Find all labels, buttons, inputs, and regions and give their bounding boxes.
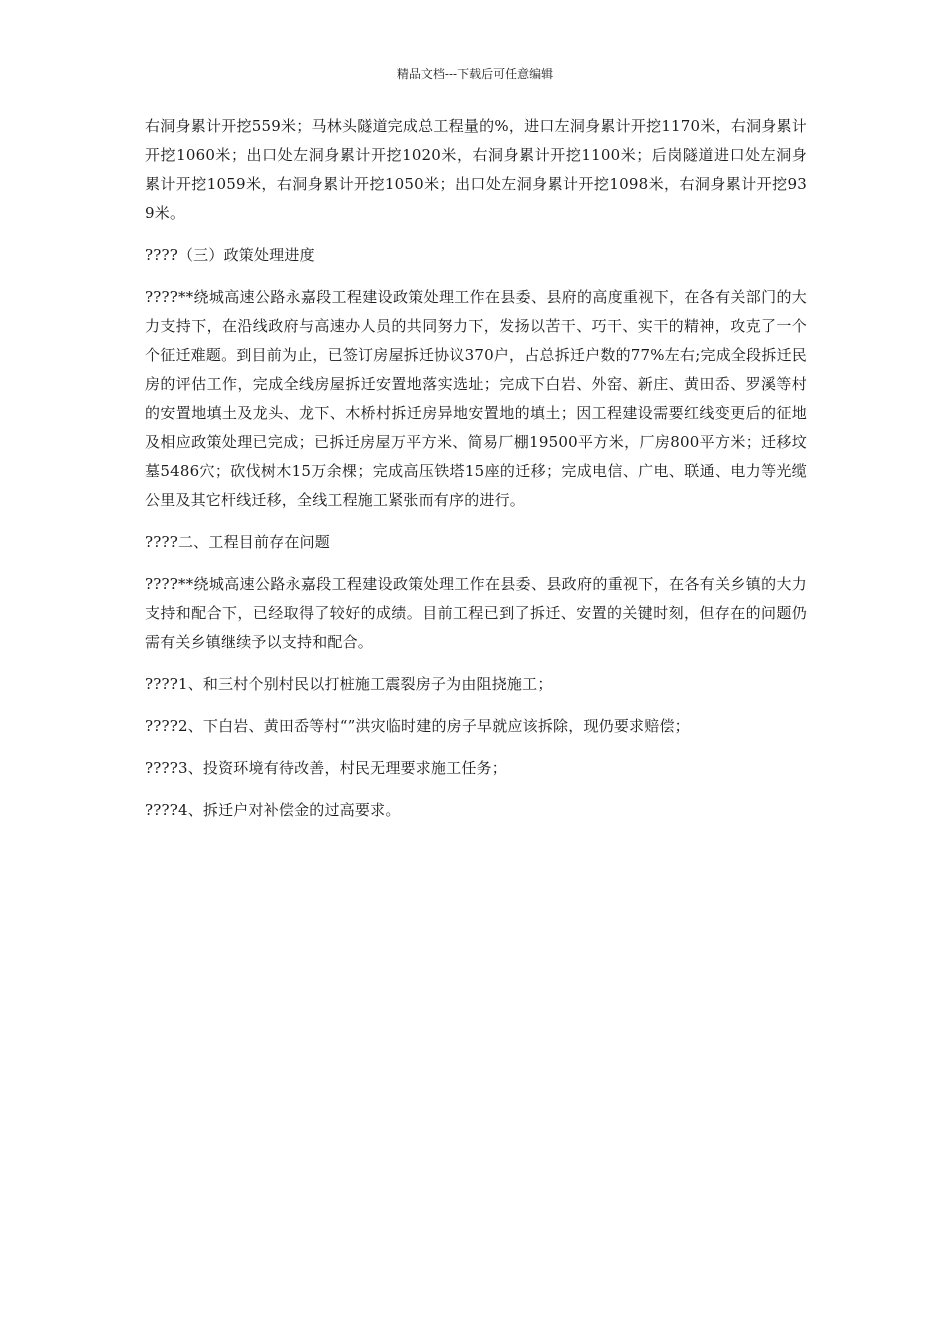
- section-heading-policy-progress: ????（三）政策处理进度: [145, 246, 315, 264]
- document-body: [145, 112, 807, 838]
- page-header: 精品文档---下载后可任意编辑: [396, 67, 554, 81]
- section-heading-existing-problems: ????二、工程目前存在问题: [145, 533, 330, 551]
- list-item-problem-4: ????4、拆迁户对补偿金的过高要求。: [145, 801, 401, 819]
- list-item-problem-2: ????2、下白岩、黄田岙等村“”洪灾临时建的房子早就应该拆除，现仍要求赔偿；: [145, 717, 690, 735]
- list-item-problem-1: ????1、和三村个别村民以打桩施工震裂房子为由阻挠施工；: [145, 675, 553, 693]
- paragraph-tunnel-progress: 右洞身累计开挖559米；马林头隧道完成总工程量的%，进口左洞身累计开挖1170米，右洞身累计开挖1060米；出口处左洞身累计开挖1020米，右洞身累计开挖1100米；后岗隧道进口处左洞身累计开挖1059米，右洞身累计开挖1050米；出口处左洞身累计开挖1098米，右洞身累计开挖939米。: [145, 117, 807, 222]
- list-item-problem-3: ????3、投资环境有待改善，村民无理要求施工任务；: [145, 759, 507, 777]
- paragraph-problems-intro: ????**绕城高速公路永嘉段工程建设政策处理工作在县委、县政府的重视下，在各有关乡镇的大力支持和配合下，已经取得了较好的成绩。目前工程已到了拆迁、安置的关键时刻，但存在的问题仍需有关乡镇继续予以支持和配合。: [145, 575, 807, 651]
- paragraph-policy-progress: ????**绕城高速公路永嘉段工程建设政策处理工作在县委、县府的高度重视下，在各有关部门的大力支持下，在沿线政府与高速办人员的共同努力下，发扬以苦干、巧干、实干的精神，攻克了一个个征迁难题。到目前为止，已签订房屋拆迁协议370户，占总拆迁户数的77%左右;完成全段拆迁民房的评估工作，完成全线房屋拆迁安置地落实选址；完成下白岩、外窑、新庄、黄田岙、罗溪等村的安置地填土及龙头、龙下、木桥村拆迁房异地安置地的填土；因工程建设需要红线变更后的征地及相应政策处理已完成；已拆迁房屋万平方米、简易厂棚19500平方米，厂房800平方米；迁移坟墓5486穴；砍伐树木15万余棵；完成高压铁塔15座的迁移；完成电信、广电、联通、电力等光缆公里及其它杆线迁移，全线工程施工紧张而有序的进行。: [145, 288, 807, 509]
